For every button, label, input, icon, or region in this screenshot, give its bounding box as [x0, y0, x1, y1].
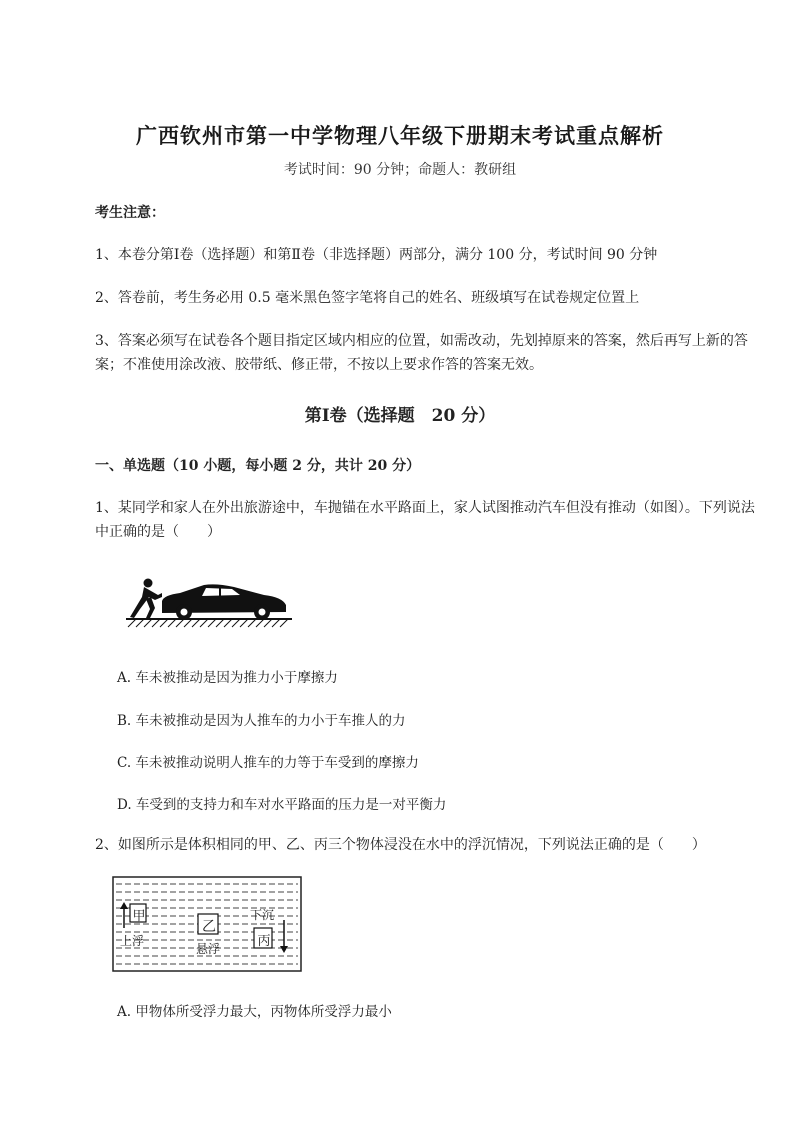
option-c: C. 车未被推动说明人推车的力等于车受到的摩擦力: [117, 755, 419, 771]
person-icon: [130, 579, 162, 619]
notice-heading: 考生注意：: [95, 205, 165, 221]
page-title: 广西钦州市第一中学物理八年级下册期末考试重点解析: [136, 123, 664, 148]
section-title: 第Ⅰ卷（选择题 20 分）: [304, 406, 496, 426]
label-sink: 下沉: [250, 908, 275, 922]
notice-item: 3、答案必须写在试卷各个题目指定区域内相应的位置，如需改动，先划掉原来的答案，然后再写上新的答案；不准使用涂改液、胶带纸、修正带，不按以上要求作答的答案无效。: [95, 333, 748, 373]
label-suspend: 悬浮: [196, 942, 221, 956]
option-a: A. 车未被推动是因为推力小于摩擦力: [117, 670, 338, 686]
option-a: A. 甲物体所受浮力最大，丙物体所受浮力最小: [117, 1004, 392, 1020]
option-d: D. 车受到的支持力和车对水平路面的压力是一对平衡力: [117, 797, 447, 813]
question-2-stem: 2、如图所示是体积相同的甲、乙、丙三个物体浸没在水中的浮沉情况，下列说法正确的是（ ）: [95, 837, 706, 853]
notice-item: 2、答卷前，考生务必用 0.5 毫米黑色签字笔将自己的姓名、班级填写在试卷规定位置上: [95, 290, 640, 306]
part-title: 一、单选题（10 小题，每小题 2 分，共计 20 分）: [95, 458, 421, 474]
label-float-up: 上浮: [120, 934, 145, 948]
label-yi: 乙: [202, 919, 216, 935]
option-b: B. 车未被推动是因为人推车的力小于车推人的力: [117, 713, 406, 729]
label-bing: 丙: [257, 934, 271, 949]
car-pushing-figure: [124, 575, 294, 631]
notice-item: 1、本卷分第Ⅰ卷（选择题）和第Ⅱ卷（非选择题）两部分，满分 100 分，考试时间 90 分钟: [95, 247, 658, 263]
question-1-stem: 1、某同学和家人在外出旅游途中，车抛锚在水平路面上，家人试图推动汽车但没有推动（如图）。下列说法中正确的是（ ）: [95, 500, 755, 540]
exam-info: 考试时间：90 分钟；命题人：教研组: [283, 162, 517, 178]
label-jia: 甲: [132, 909, 146, 924]
buoyancy-figure: [112, 876, 302, 972]
